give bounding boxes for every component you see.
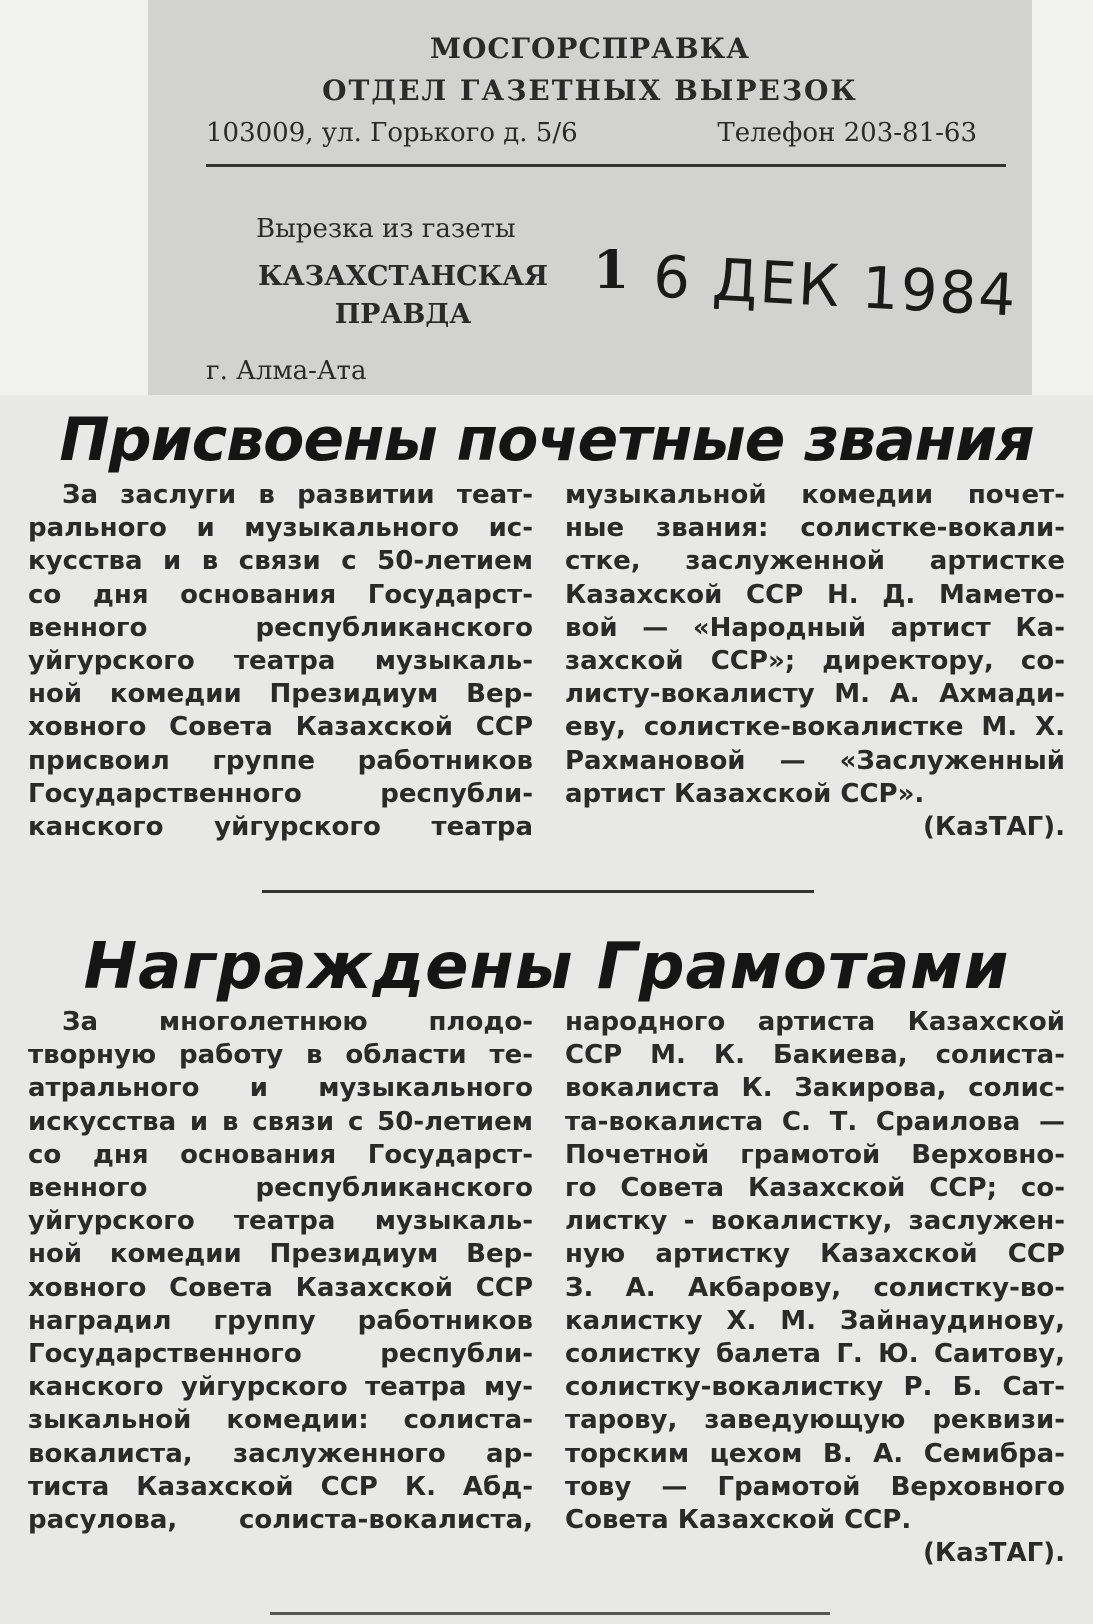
text-line: уйгурского театра музыкаль- (28, 1206, 533, 1237)
city: г. Алма-Ата (206, 356, 367, 386)
text-line: захской ССР»; директору, со- (565, 646, 1065, 677)
text-line: артист Казахской ССР». (565, 778, 925, 809)
text-line: листу-вокалисту М. А. Ахмади- (565, 679, 1065, 710)
news-agency-credit: (КазТАГ). (923, 1538, 1065, 1569)
text-line: народного артиста Казахской (565, 1007, 1065, 1037)
text-line: ной комедии Президиум Вер- (28, 1239, 533, 1270)
stamp-department: ОТДЕЛ ГАЗЕТНЫХ ВЫРЕЗОК (322, 74, 858, 107)
text-line: кусства и в связи с 50-летием (28, 546, 533, 577)
text-line: Казахской ССР Н. Д. Мамето- (565, 579, 1065, 610)
text-line: атрального и музыкального (28, 1073, 533, 1104)
stamp-org-name: МОСГОРСПРАВКА (430, 32, 750, 65)
text-line: тову — Грамотой Верховного (565, 1471, 1065, 1502)
text-line: со дня основания Государст- (28, 579, 533, 610)
text-line: вокалиста К. Закирова, солис- (565, 1073, 1065, 1104)
text-line: торским цехом В. А. Семибра- (565, 1438, 1065, 1469)
text-line: со дня основания Государст- (28, 1139, 533, 1170)
text-line: расулова, солиста-вокалиста, (28, 1505, 533, 1536)
text-line: Государственного республи- (28, 778, 533, 809)
text-line: стке, заслуженной артистке (565, 546, 1065, 577)
article-1-column-left (28, 479, 533, 844)
text-line: наградил группу работников (28, 1305, 533, 1336)
text-line: ную артистку Казахской ССР (565, 1239, 1065, 1270)
text-line: Почетной грамотой Верховно- (565, 1139, 1065, 1170)
text-line: ные звания: солистке-вокали- (565, 513, 1065, 544)
text-line: искусства и в связи с 50-летием (28, 1106, 533, 1137)
text-line: зыкальной комедии: солиста- (28, 1405, 533, 1436)
clipping-service-stamp (148, 0, 1032, 412)
text-line: З. А. Акбарову, солистку-во- (565, 1272, 1065, 1303)
text-line: присвоил группе работников (28, 745, 533, 776)
text-line: творную работу в области те- (28, 1040, 533, 1071)
text-line: тиста Казахской ССР К. Абд- (28, 1471, 533, 1502)
newspaper-clipping (0, 395, 1093, 1624)
article-2-headline: Награждены Грамотами (83, 930, 1010, 1004)
text-line: го Совета Казахской ССР; со- (565, 1173, 1065, 1204)
stamp-phone: Телефон 203-81-63 (717, 118, 977, 148)
text-line: уйгурского театра музыкаль- (28, 646, 533, 677)
text-line: венного республиканского (28, 612, 533, 643)
text-line: Совета Казахской ССР. (565, 1505, 912, 1536)
text-line: канского уйгурского театра (28, 812, 533, 843)
text-line: тарову, заведующую реквизи- (565, 1405, 1065, 1436)
text-line: За многолетнюю плодо- (62, 1007, 533, 1037)
issue-number: 1 (593, 240, 630, 301)
article-1-headline: Присвоены почетные звания (59, 405, 1034, 475)
article-2-column-right (565, 1006, 1065, 1570)
text-line: ной комедии Президиум Вер- (28, 679, 533, 710)
text-line: ховного Совета Казахской ССР (28, 712, 533, 743)
text-line: За заслуги в развитии теат- (62, 480, 533, 510)
text-line: та-вокалиста С. Т. Сраилова — (565, 1106, 1065, 1137)
text-line: ховного Совета Казахской ССР (28, 1272, 533, 1303)
text-line: калистку Х. М. Зайнаудинову, (565, 1305, 1065, 1336)
text-line: листку - вокалистку, заслужен- (565, 1206, 1065, 1237)
text-line: солистку балета Г. Ю. Саитову, (565, 1339, 1065, 1370)
text-line: канского уйгурского театра му- (28, 1372, 533, 1403)
article-divider (262, 890, 814, 893)
text-line: венного республиканского (28, 1173, 533, 1204)
text-line: музыкальной комедии почет- (565, 480, 1065, 510)
text-line: вокалиста, заслуженного ар- (28, 1438, 533, 1469)
clip-label: Вырезка из газеты (256, 214, 516, 244)
handwritten-date: 6 ДЕК 1984 (651, 242, 1020, 330)
text-line: вой — «Народный артист Ка- (565, 612, 1065, 643)
text-line: солистку-вокалистку Р. Б. Сат- (565, 1372, 1065, 1403)
article-2-column-left (28, 1006, 533, 1537)
text-line: Государственного республи- (28, 1339, 533, 1370)
newspaper-name (248, 258, 558, 334)
text-line: еву, солистке-вокалистке М. Х. (565, 712, 1065, 743)
news-agency-credit: (КазТАГ). (923, 812, 1065, 843)
newspaper-name-line1: КАЗАХСТАНСКАЯ (258, 261, 548, 292)
text-line: ССР М. К. Бакиева, солиста- (565, 1040, 1065, 1071)
text-line: рального и музыкального ис- (28, 513, 533, 544)
newspaper-name-line2: ПРАВДА (334, 299, 472, 330)
stamp-divider (206, 164, 1006, 167)
stamp-address: 103009, ул. Горького д. 5/6 (206, 118, 578, 148)
text-line: Рахмановой — «Заслуженный (565, 745, 1065, 776)
article-1-column-right (565, 479, 1065, 844)
bottom-rule (270, 1612, 830, 1615)
